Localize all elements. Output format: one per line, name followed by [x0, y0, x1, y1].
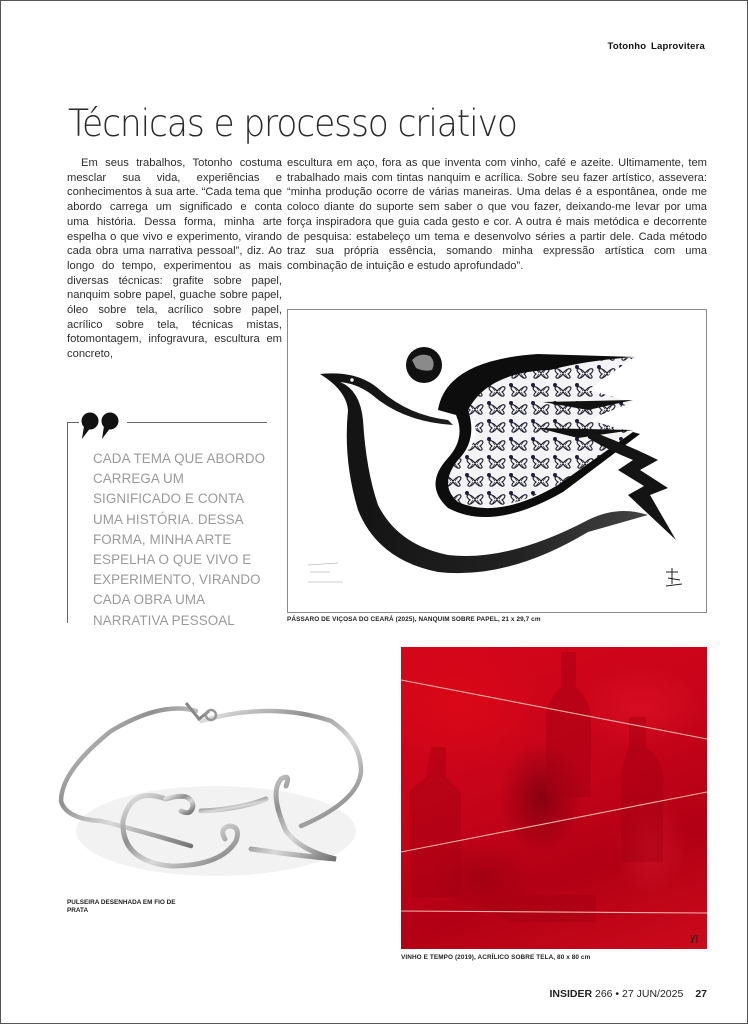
- pencil-notes: [308, 563, 343, 582]
- page-number: 27: [695, 988, 707, 1000]
- body-paragraph-right: escultura em aço, fora as que inventa com vinho, café e azeite. Ultimamente, tem trabalhado mais com tintas nanquim e acrílica. Sobre seu fazer artístico, assevera: “minha produção ocorre de várias maneiras. Uma delas é a espontânea, onde me coloco diante do suporte sem saber o que vou fazer, deixando-me levar por uma força inspiradora que guia cada gesto e cor. A outra é mais metódica e decorrente de pesquisa: estabeleço um tema e desenvolvo séries a partir dele. Cada método traz sua própria essência, somando minha expressão artística com uma combinação de intuição e estudo aprofundado”.: [287, 157, 707, 272]
- artist-signature: [666, 568, 682, 586]
- pull-quote-rule-left: [67, 422, 79, 423]
- article-column-right: [287, 156, 707, 274]
- body-paragraph-left: Em seus trabalhos, Totonho costuma mesclar sua vida, experiências e conhecimentos à sua arte. “Cada tema que abordo carrega um significado e conta uma história. Dessa forma, minha arte espelha o que vivo e experimento, virando cada obra uma narrativa pessoal”, diz. Ao longo do tempo, experimentou as mais diversas técnicas: grafite sobre papel, nanquim sobre papel, guache sobre papel, óleo sobre tela, acrílico sobre papel, acrílico sobre tela, técnicas mistas, fotomontagem, infogravura, escultura em concreto,: [67, 157, 282, 361]
- running-head-author: Totonho Laprovitera: [607, 41, 705, 52]
- pull-quote-rule-right: [127, 422, 267, 423]
- photo-silver-bracelet: [41, 681, 381, 891]
- article-column-left: [67, 156, 282, 362]
- pull-quote: [67, 411, 267, 628]
- magazine-name: INSIDER: [549, 988, 593, 1000]
- painted-bottles: [409, 652, 663, 922]
- caption-bird-artwork: PÁSSARO DE VIÇOSA DO CEARÁ (2025), NANQUIM SOBRE PAPEL, 21 x 29,7 cm: [287, 616, 541, 623]
- painting-signature: [691, 935, 697, 943]
- quote-marks-icon: [81, 411, 123, 441]
- page-footer: [549, 988, 707, 1000]
- moon-circle: [406, 347, 442, 383]
- issue-date: 266 • 27 JUN/2025: [592, 988, 684, 1000]
- artwork-bird-drawing: [287, 309, 707, 613]
- caption-red-painting: VINHO E TEMPO (2019), ACRÍLICO SOBRE TELA, 80 x 80 cm: [401, 954, 591, 961]
- caption-bracelet: PULSEIRA DESENHADA EM FIO DE PRATA: [67, 899, 176, 914]
- pull-quote-text: CADA TEMA QUE ABORDO CARREGA UM SIGNIFICADO E CONTA UMA HISTÓRIA. DESSA FORMA, MINHA ARTE ESPELHA O QUE VIVO E EXPERIMENTO, VIRANDO CADA OBRA UMA NARRATIVA PESSOAL: [93, 451, 266, 628]
- article-title: Técnicas e processo criativo: [68, 102, 517, 145]
- pull-quote-rule-vertical: [67, 422, 68, 623]
- artwork-red-painting: [401, 647, 707, 949]
